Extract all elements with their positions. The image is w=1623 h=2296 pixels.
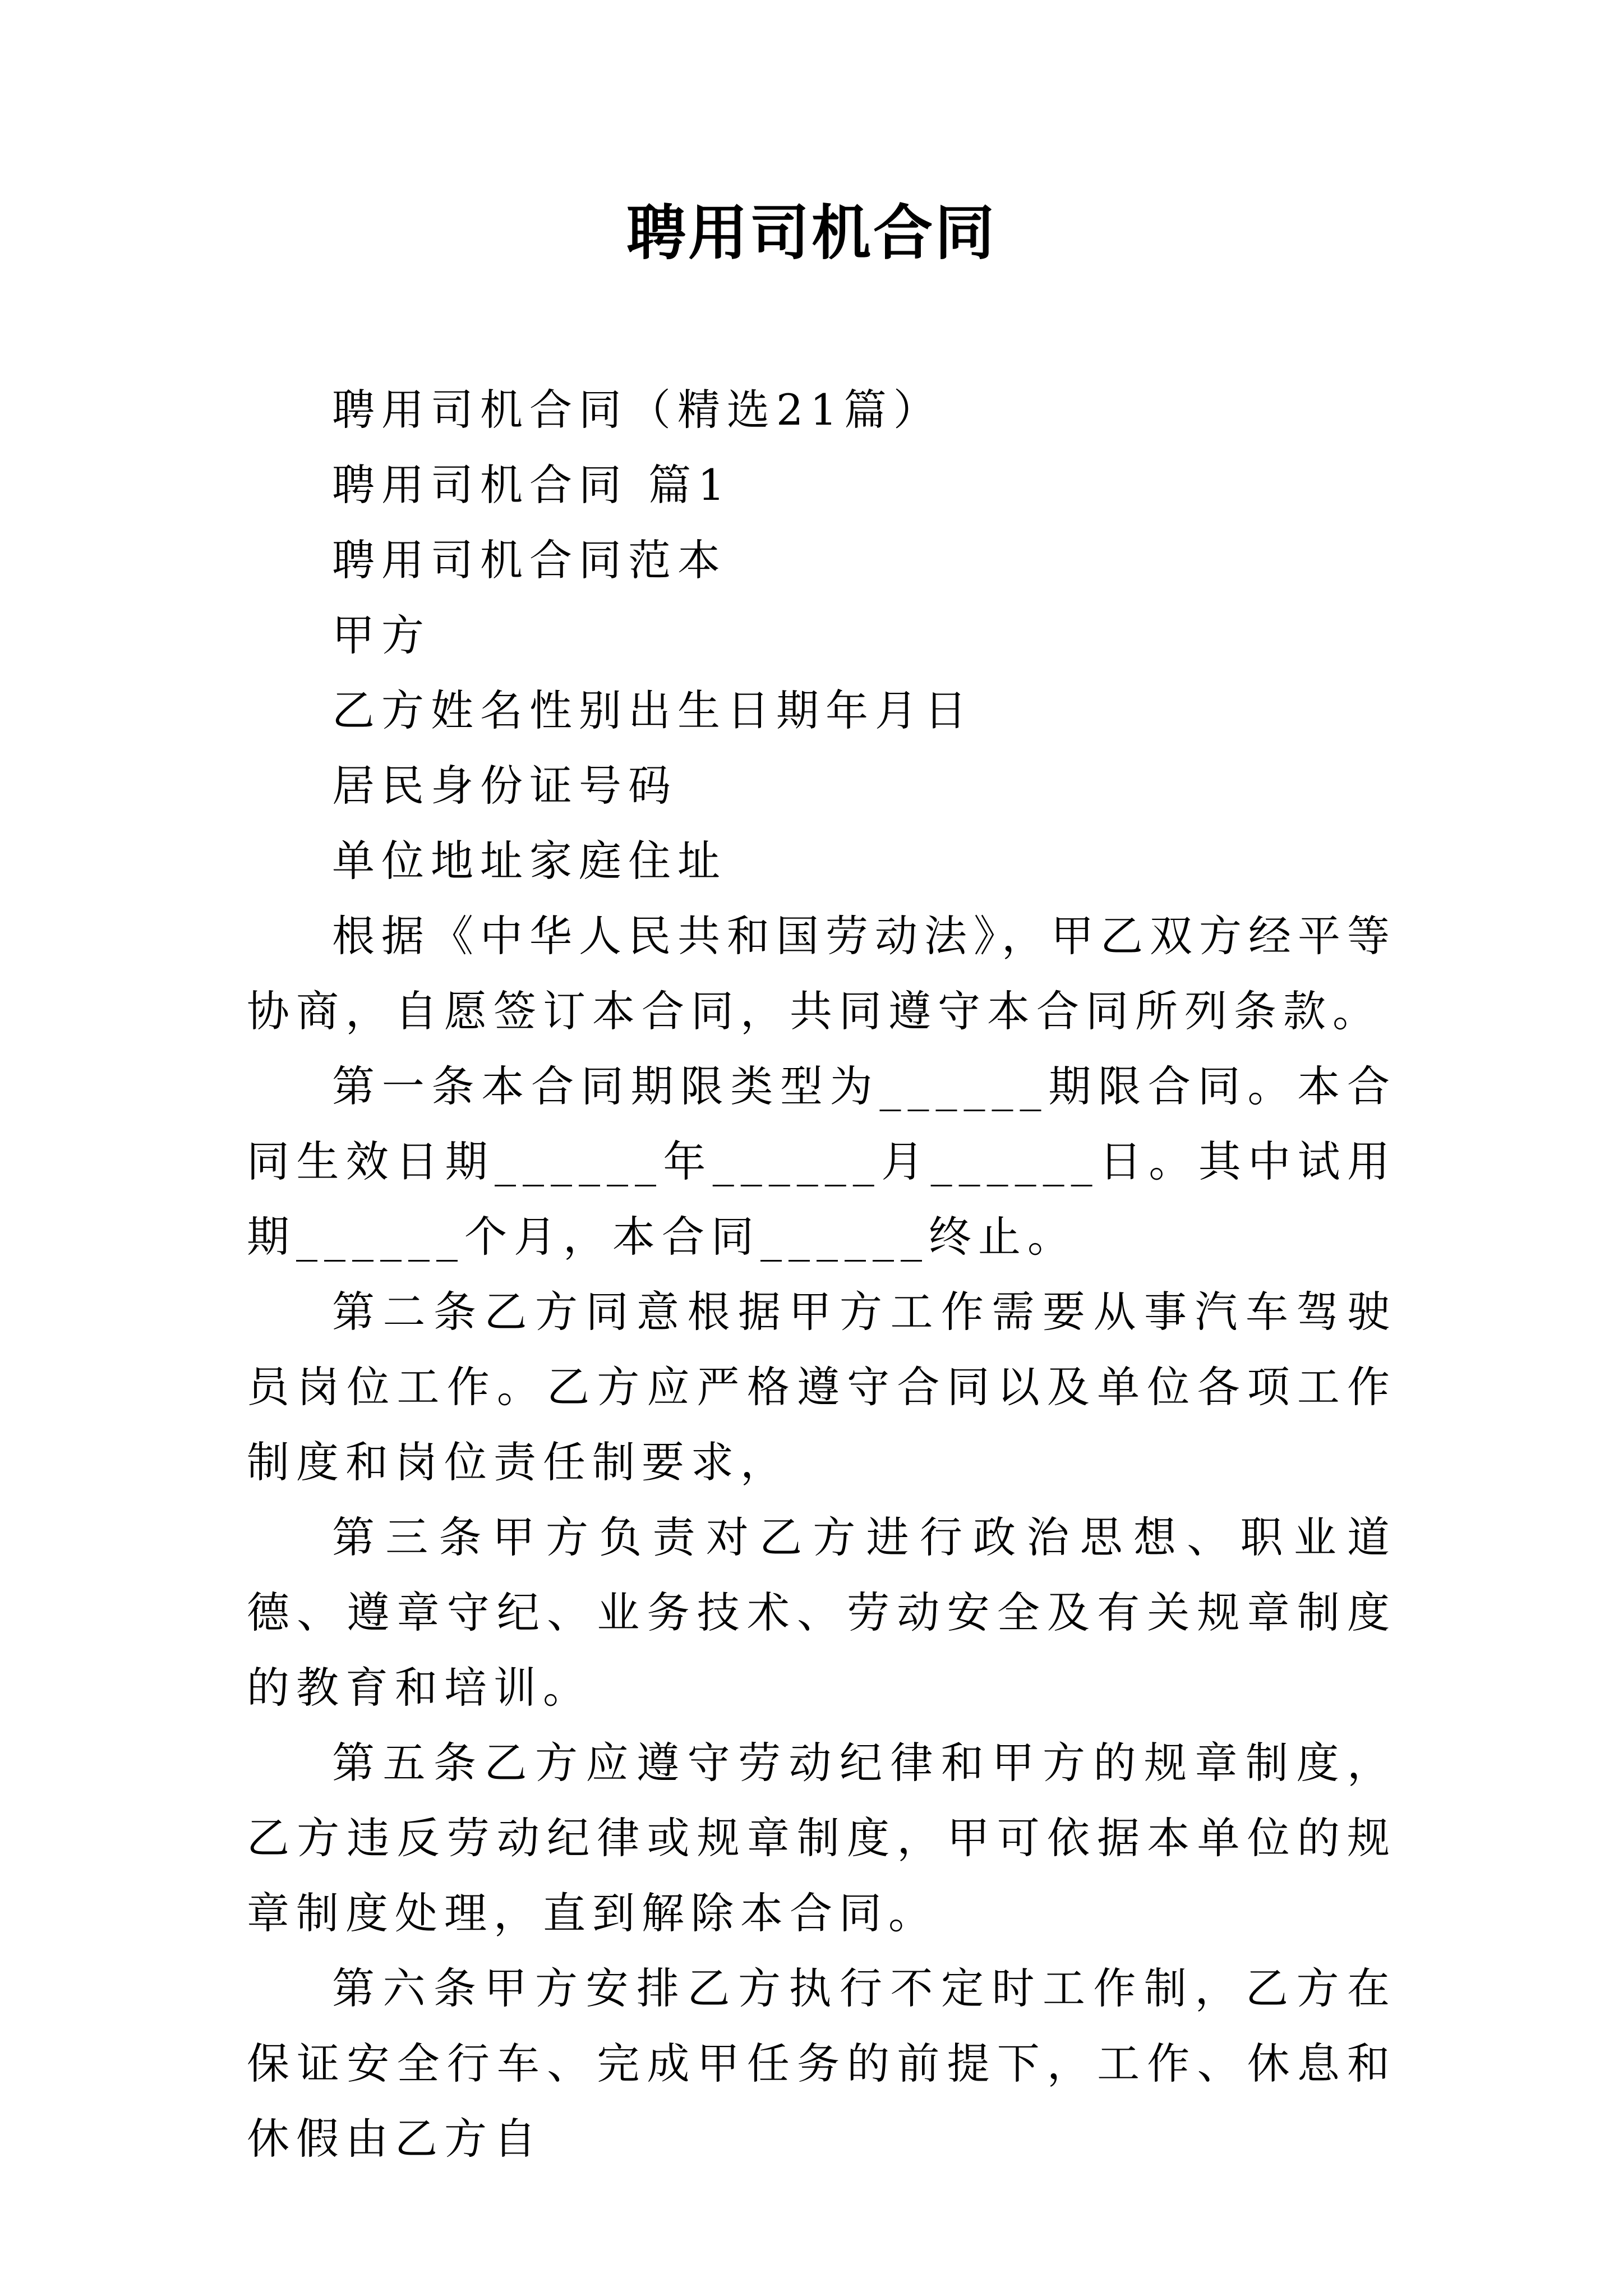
paragraph-article-6: 第六条甲方安排乙方执行不定时工作制，乙方在保证安全行车、完成甲任务的前提下，工作、休息和休假由乙方自 bbox=[247, 1963, 1396, 2164]
paragraph-address: 单位地址家庭住址 bbox=[332, 836, 727, 886]
paragraph-id-number: 居民身份证号码 bbox=[332, 761, 677, 811]
paragraph-article-3: 第三条甲方负责对乙方进行政治思想、职业道德、遵章守纪、业务技术、劳动安全及有关规章制度的教育和培训。 bbox=[247, 1512, 1396, 1713]
paragraph-article-1: 第一条本合同期限类型为______期限合同。本合同生效日期______年______月______日。其中试用期______个月，本合同______终止。 bbox=[247, 1061, 1396, 1262]
paragraph-template-title: 聘用司机合同范本 bbox=[332, 535, 727, 585]
paragraph-section-heading: 聘用司机合同 篇1 bbox=[332, 460, 732, 510]
paragraph-party-b: 乙方姓名性别出生日期年月日 bbox=[332, 685, 974, 735]
document-body bbox=[247, 372, 1396, 2177]
paragraph-subtitle: 聘用司机合同（精选21篇） bbox=[332, 385, 943, 435]
paragraph-article-5: 第五条乙方应遵守劳动纪律和甲方的规章制度，乙方违反劳动纪律或规章制度，甲可依据本单位的规章制度处理，直到解除本合同。 bbox=[247, 1738, 1396, 1938]
paragraph-preamble: 根据《中华人民共和国劳动法》，甲乙双方经平等协商，自愿签订本合同，共同遵守本合同所列条款。 bbox=[247, 911, 1396, 1036]
paragraph-article-2: 第二条乙方同意根据甲方工作需要从事汽车驾驶员岗位工作。乙方应严格遵守合同以及单位各项工作制度和岗位责任制要求， bbox=[247, 1287, 1396, 1487]
paragraph-party-a: 甲方 bbox=[332, 610, 431, 660]
document-title: 聘用司机合同 bbox=[626, 197, 997, 268]
